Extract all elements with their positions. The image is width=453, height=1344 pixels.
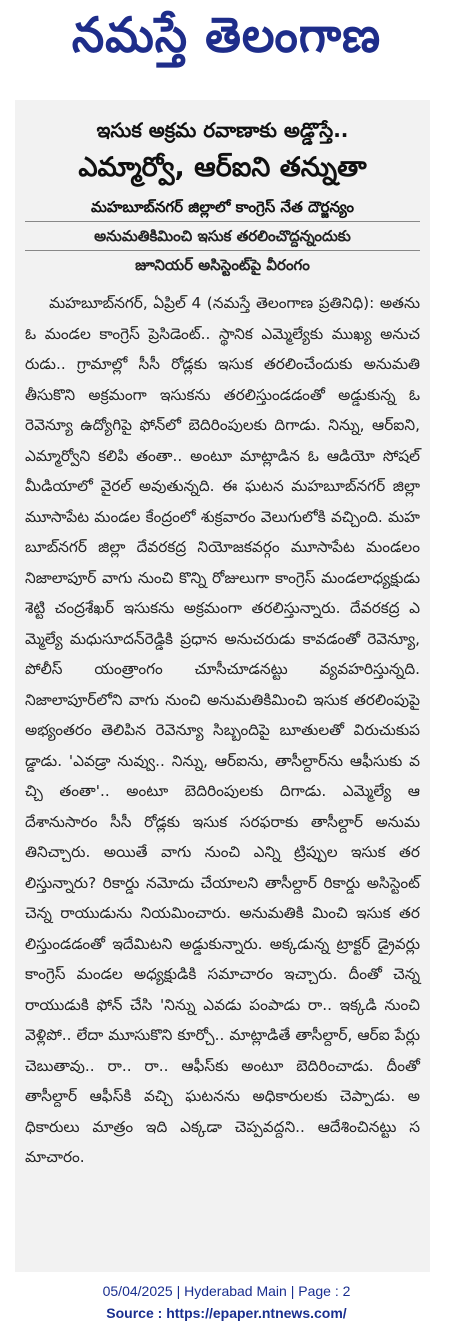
headline-line-1: ఇసుక అక్రమ రవాణాకు అడ్డొస్తే.. [96, 118, 349, 142]
deck-line-2: జూనియర్ అసిస్టెంట్‌పై వీరంగం [135, 256, 310, 274]
source-link[interactable]: Source : https://epaper.ntnews.com/ [106, 1305, 347, 1321]
deck-line-1: అనుమతికిమించి ఇసుక తరలించొద్దన్నందుకు [94, 227, 351, 245]
divider [25, 250, 420, 251]
article-clipping [15, 100, 430, 1272]
edition-info: 05/04/2025 | Hyderabad Main | Page : 2 [102, 1283, 351, 1299]
divider [25, 221, 420, 222]
subheadline: మహబూబ్‌నగర్ జిల్లాలో కాంగ్రెస్ నేత దౌర్జన్యం [91, 198, 354, 216]
headline-line-2: ఎమ్మార్వో, ఆర్ఐని తన్నుతా [78, 152, 367, 183]
masthead-title: నమస్తే తెలంగాణ [71, 6, 382, 64]
newspaper-masthead [0, 0, 453, 82]
article-body: మహబూబ్‌నగర్, ఏప్రిల్ 4 (నమస్తే తెలంగాణ ప్రతినిధి): అతను ఓ మండల కాంగ్రెస్ ప్రెసిడెంట్.. స్థానిక ఎమ్మెల్యేకు ముఖ్య అనుచరుడు.. గ్రామాల్లో సీసీ రోడ్లకు ఇసుక తరలించేందుకు అనుమతి తీసుకొని అక్రమంగా ఇసుకను తరలిస్తుండడంతో అడ్డుకున్న ఓ రెవెన్యూ ఉద్యోగిపై ఫోన్‌లో బెదిరింపులకు దిగాడు. నిన్ను, ఆర్ఐని, ఎమ్మార్వోని కలిపి తంతా.. అంటూ మాట్లాడిన ఓ ఆడియో సోషల్ మీడియాలో వైరల్ అవుతున్నది. ఈ ఘటన మహబూబ్‌నగర్ జిల్లా మూసాపేట మండల కేంద్రంలో శుక్రవారం వెలుగులోకి వచ్చింది. మహబూబ్‌నగర్ జిల్లా దేవరకద్ర నియోజకవర్గం మూసాపేట మండలం నిజాలాపూర్ వాగు నుంచి కొన్ని రోజులుగా కాంగ్రెస్ మండలాధ్యక్షుడు శెట్టి చంద్రశేఖర్ ఇసుకను అక్రమంగా తరలిస్తున్నారు. దేవరకద్ర ఎమ్మెల్యే మధుసూదన్‌రెడ్డికి ప్రధాన అనుచరుడు కావడంతో రెవెన్యూ, పోలీస్ యంత్రాంగం చూసీచూడనట్టు వ్యవహరిస్తున్నది. నిజాలాపూర్‌లోని వాగు నుంచి అనుమతికిమించి ఇసుక తరలింపుపై అభ్యంతరం తెలిపిన రెవెన్యూ సిబ్బందిపై బూతులతో విరుచుకుపడ్డాడు. 'ఎవడ్రా నువ్వు.. నిన్ను, ఆర్ఐను, తాసీల్దార్‌ను ఆఫీసుకు వచ్చి తంతా'.. అంటూ బెదిరింపులకు దిగాడు. ఎమ్మెల్యే ఆదేశానుసారం సీసీ రోడ్లకు ఇసుక సరఫరాకు తాసీల్దార్ అనుమతినిచ్చారు. అయితే వాగు నుంచి ఎన్ని ట్రిప్పుల ఇసుక తరలిస్తున్నారు? రికార్డు నమోదు చేయాలని తాసీల్దార్ రికార్డు అసిస్టెంట్ చెన్న రాయుడును నియమించారు. అనుమతికి మించి ఇసుక తరలిస్తుండడంతో ఇదేమిటని అడ్డుకున్నారు. అక్కడున్న ట్రాక్టర్ డ్రైవర్లు కాంగ్రెస్ మండల అధ్యక్షుడికి సమాచారం ఇచ్చారు. దీంతో చెన్నరాయుడుకి ఫోన్ చేసి 'నిన్ను ఎవడు పంపాడు రా.. ఇక్కడి నుంచి వెళ్లిపో.. లేదా మూసుకొని కూర్చో.. మాట్లాడితే తాసీల్దార్, ఆర్ఐ పేర్లు చెబుతావు.. రా.. రా.. ఆఫీస్‌కు అంటూ బెదిరించాడు. దీంతో తాసీల్దార్ ఆఫీస్‌కి వచ్చి ఘటనను అధికారులకు చెప్పాడు. అధికారులు మాత్రం ఇది ఎక్కడా చెప్పవద్దని.. ఆదేశించినట్టు సమాచారం. [25, 294, 420, 1166]
